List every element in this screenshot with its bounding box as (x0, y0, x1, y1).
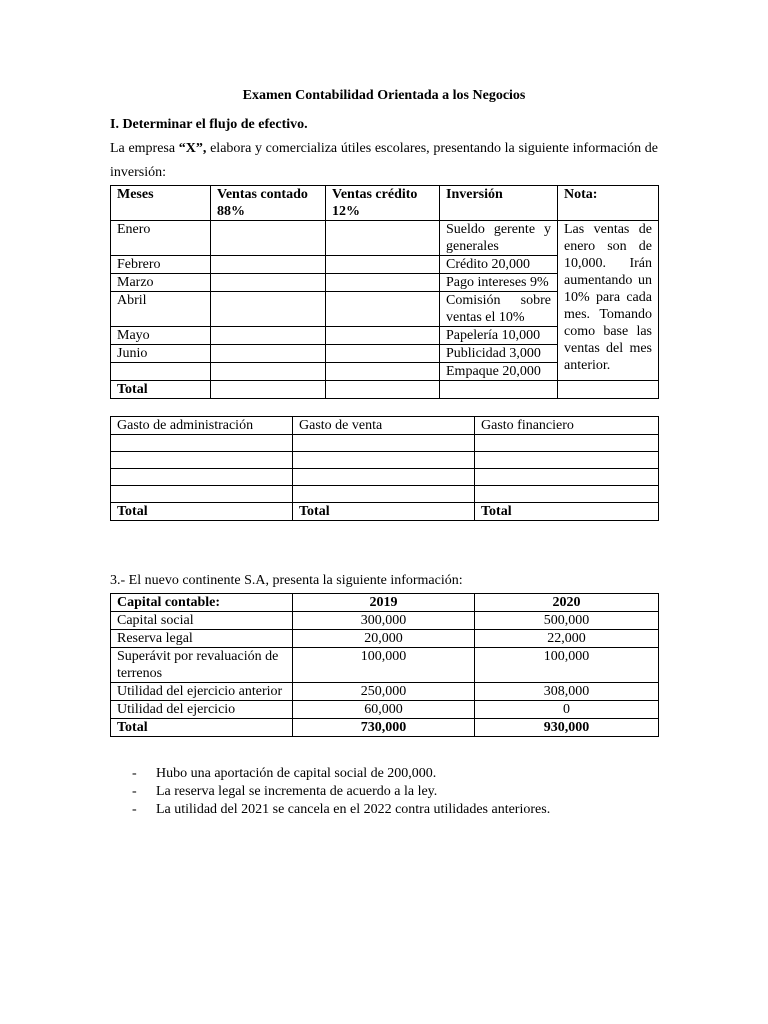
table-row (111, 630, 659, 648)
intro-prefix: La empresa (110, 141, 179, 156)
investment-cell: Publicidad 3,000 (440, 345, 558, 363)
header-gasto-administracion: Gasto de administración (111, 417, 293, 435)
value-2020: 0 (475, 701, 659, 719)
total-row (111, 503, 659, 521)
month-cell: Enero (111, 221, 211, 256)
table-row (111, 701, 659, 719)
row-label: Reserva legal (111, 630, 293, 648)
total-2020: 930,000 (475, 719, 659, 737)
table-header-row (111, 417, 659, 435)
header-gasto-venta: Gasto de venta (293, 417, 475, 435)
total-label: Total (293, 503, 475, 521)
header-inversion: Inversión (440, 186, 558, 221)
page-title: Examen Contabilidad Orientada a los Negocios (242, 88, 526, 103)
list-item-text: Hubo una aportación de capital social de 200,000. (156, 766, 437, 781)
month-cell: Marzo (111, 274, 211, 292)
document-page (110, 86, 658, 819)
list-item-text: La reserva legal se incrementa de acuerdo a la ley. (156, 784, 438, 799)
total-label: Total (111, 381, 211, 399)
notes-list (110, 765, 658, 819)
table-row (111, 683, 659, 701)
header-2020: 2020 (475, 594, 659, 612)
investment-cell: Papelería 10,000 (440, 327, 558, 345)
intro-rest: elabora y comercializa útiles escolares, presentando la siguiente información de inversión: (110, 141, 658, 180)
list-item-text: La utilidad del 2021 se cancela en el 2022 contra utilidades anteriores. (156, 802, 551, 817)
intro-company: “X”, (178, 141, 207, 156)
investment-cell: Crédito 20,000 (440, 256, 558, 274)
section-heading-3: 3.- El nuevo continente S.A, presenta la siguiente información: (110, 573, 463, 588)
equity-table (110, 593, 659, 737)
value-2019: 60,000 (293, 701, 475, 719)
table-row (111, 221, 659, 256)
header-gasto-financiero: Gasto financiero (475, 417, 659, 435)
total-label: Total (475, 503, 659, 521)
table-header-row (111, 186, 659, 221)
row-label: Superávit por revaluación de terrenos (111, 648, 293, 683)
investment-table (110, 185, 659, 399)
investment-cell: Sueldo gerente y generales (440, 221, 558, 256)
value-2019: 250,000 (293, 683, 475, 701)
row-label: Utilidad del ejercicio anterior (111, 683, 293, 701)
total-label: Total (111, 719, 293, 737)
investment-cell: Comisión sobre ventas el 10% (440, 292, 558, 327)
total-2019: 730,000 (293, 719, 475, 737)
list-item: - La reserva legal se incrementa de acuerdo a la ley. (132, 784, 438, 799)
month-cell: Febrero (111, 256, 211, 274)
list-item: - Hubo una aportación de capital social de 200,000. (132, 766, 437, 781)
month-cell: Abril (111, 292, 211, 327)
table-row (111, 648, 659, 683)
table-row (111, 612, 659, 630)
value-2020: 100,000 (475, 648, 659, 683)
month-cell: Junio (111, 345, 211, 363)
total-row (111, 719, 659, 737)
total-row (111, 381, 659, 399)
header-nota: Nota: (558, 186, 659, 221)
value-2019: 300,000 (293, 612, 475, 630)
expenses-table (110, 416, 659, 521)
row-label: Utilidad del ejercicio (111, 701, 293, 719)
value-2020: 500,000 (475, 612, 659, 630)
list-item: - La utilidad del 2021 se cancela en el 2022 contra utilidades anteriores. (132, 802, 551, 817)
header-ventas-contado: Ventas contado 88% (211, 186, 326, 221)
month-cell (111, 363, 211, 381)
table-row (111, 435, 659, 452)
intro-paragraph (110, 137, 658, 185)
value-2020: 22,000 (475, 630, 659, 648)
note-cell: Las ventas de enero son de 10,000. Irán aumentando un 10% para cada mes. Tomando como base las ventas del mes anterior. (558, 221, 659, 381)
header-ventas-credito: Ventas crédito 12% (326, 186, 440, 221)
value-2020: 308,000 (475, 683, 659, 701)
table-row (111, 452, 659, 469)
investment-cell: Empaque 20,000 (440, 363, 558, 381)
table-row (111, 469, 659, 486)
value-2019: 20,000 (293, 630, 475, 648)
investment-cell: Pago intereses 9% (440, 274, 558, 292)
table-header-row (111, 594, 659, 612)
header-meses: Meses (111, 186, 211, 221)
month-cell: Mayo (111, 327, 211, 345)
value-2019: 100,000 (293, 648, 475, 683)
section-heading-1: I. Determinar el flujo de efectivo. (110, 117, 308, 132)
table-row (111, 486, 659, 503)
total-label: Total (111, 503, 293, 521)
header-capital-contable: Capital contable: (111, 594, 293, 612)
row-label: Capital social (111, 612, 293, 630)
header-2019: 2019 (293, 594, 475, 612)
